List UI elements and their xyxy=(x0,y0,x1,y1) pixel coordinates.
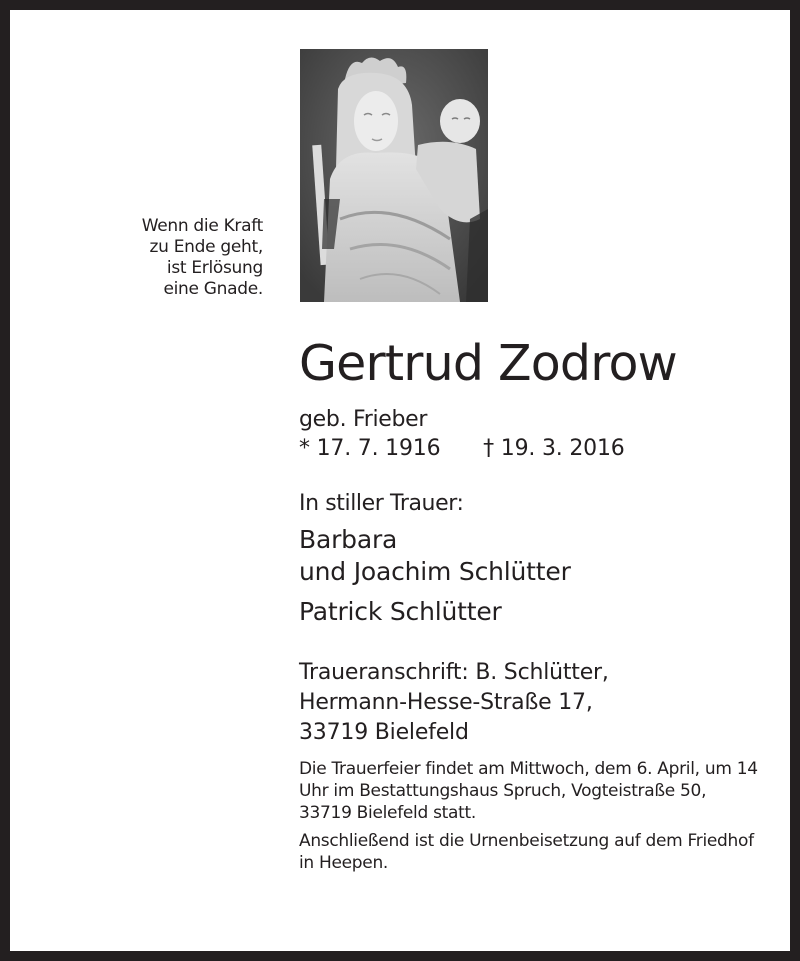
funeral-service-text: Die Trauerfeier findet am Mittwoch, dem 6. April, um 14 Uhr im Bestattungshaus Spruch, Vogteistraße 50, 33719 Bielefeld statt. xyxy=(299,759,758,823)
madonna-statue-photo xyxy=(300,49,488,302)
death-date: 19. 3. 2016 xyxy=(500,436,625,461)
ceremony-info xyxy=(299,758,759,874)
motto-quote xyxy=(142,216,263,300)
motto-line: eine Gnade. xyxy=(163,279,263,299)
mourner-line: und Joachim Schlütter xyxy=(299,557,571,586)
statue-image xyxy=(300,49,488,302)
birth-date: 17. 7. 1916 xyxy=(316,436,441,461)
motto-line: zu Ende geht, xyxy=(149,237,263,257)
address-line: 33719 Bielefeld xyxy=(299,720,469,745)
address-line: Hermann-Hesse-Straße 17, xyxy=(299,690,593,715)
address-line: Traueranschrift: B. Schlütter, xyxy=(299,660,609,685)
motto-line: Wenn die Kraft xyxy=(141,216,263,236)
maiden-name: geb. Frieber xyxy=(299,407,428,432)
obituary-notice xyxy=(10,10,790,951)
mourner-line: Barbara xyxy=(299,525,398,554)
mourning-label: In stiller Trauer: xyxy=(299,491,464,516)
mourners-list xyxy=(299,524,759,628)
mourning-address xyxy=(299,658,759,748)
motto-line: ist Erlösung xyxy=(166,258,263,278)
life-dates xyxy=(299,434,759,464)
urn-burial-text: Anschließend ist die Urnenbeisetzung auf dem Friedhof in Heepen. xyxy=(299,831,754,873)
birth-symbol: * xyxy=(299,436,310,461)
obituary-content xyxy=(299,336,759,874)
mourner-line: Patrick Schlütter xyxy=(299,597,502,626)
deceased-name: Gertrud Zodrow xyxy=(299,335,677,392)
cross-icon: † xyxy=(483,436,494,461)
